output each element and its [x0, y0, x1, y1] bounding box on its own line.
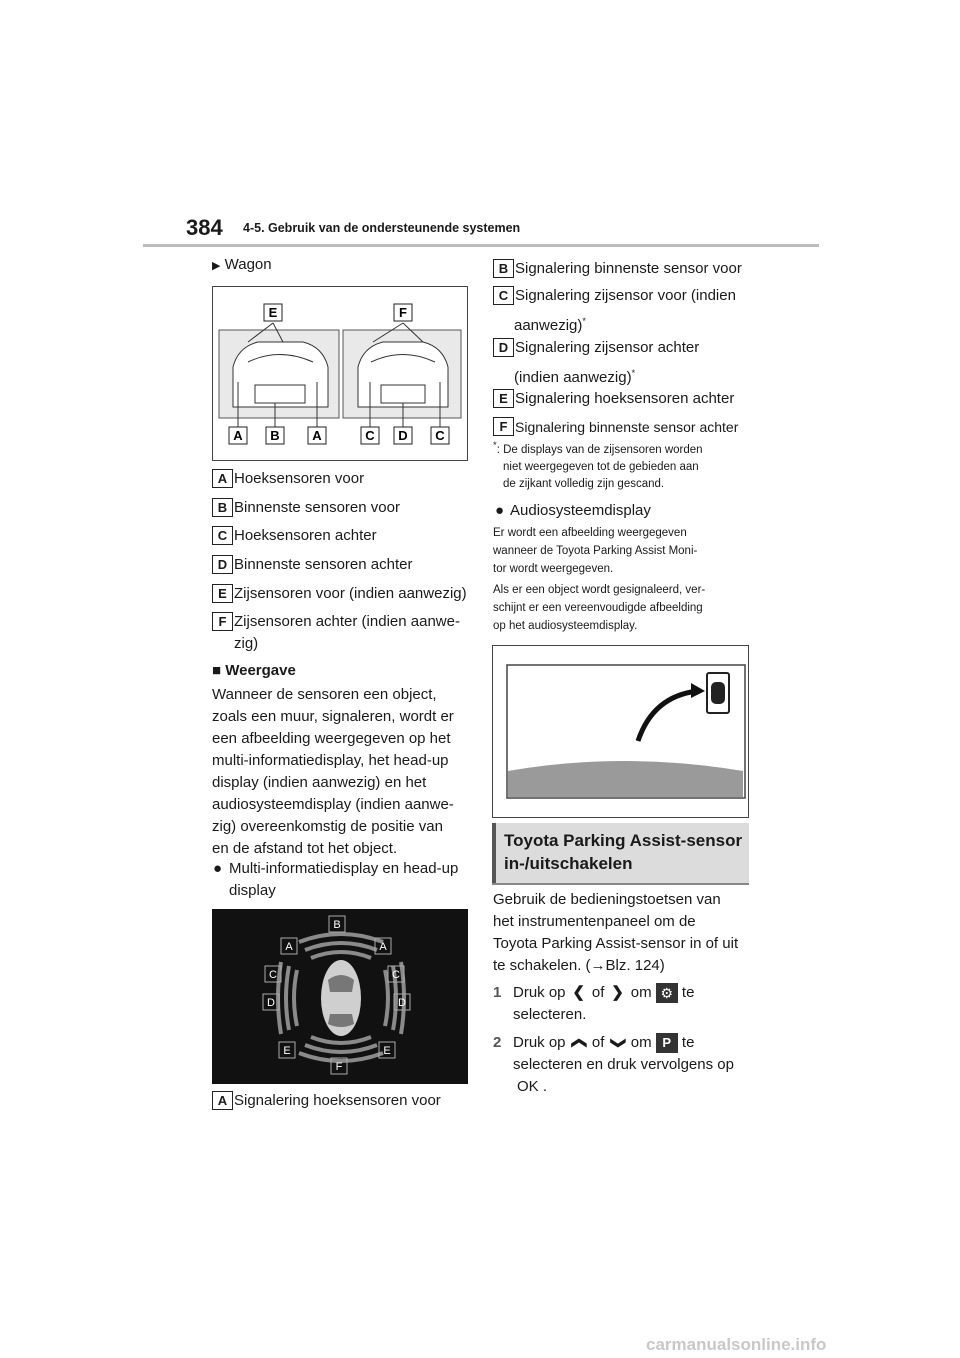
- square-bullet-icon: ■: [212, 662, 222, 679]
- legend2-item-c-cont: aanwezig)*: [514, 316, 586, 334]
- fig-letter-c: C: [365, 428, 375, 443]
- section-title: 4-5. Gebruik van de ondersteunende systemen: [243, 221, 521, 235]
- fig-letter-d: D: [398, 428, 408, 443]
- step-1-number: 1: [493, 984, 502, 1001]
- circle-bullet-icon-2: ●: [495, 502, 505, 519]
- disp-letter-a2: A: [379, 941, 387, 953]
- parking-assist-icon: P: [656, 1033, 678, 1053]
- disp-letter-d: D: [267, 997, 275, 1009]
- circle-bullet-icon: ●: [213, 860, 223, 877]
- legend1-item-f-cont: zig): [234, 635, 259, 652]
- disp-letter-c: C: [269, 969, 277, 981]
- header-rule: [143, 244, 819, 247]
- disp-letter-a: A: [285, 941, 293, 953]
- page-number: 384: [186, 215, 223, 240]
- step-2-number: 2: [493, 1034, 502, 1051]
- step-2-text: Druk op ❮ of ❯ om P te selecteren en druk vervolgens op OK .: [513, 1034, 734, 1095]
- triangle-bullet-icon: ▶: [212, 260, 221, 272]
- multi-display-title: Multi-informatiedisplay en head-up display: [229, 860, 459, 899]
- heading-line-1: Toyota Parking Assist-sensor: [504, 831, 743, 850]
- chevron-right-icon: ❯: [611, 984, 624, 1001]
- disp-letter-e2: E: [383, 1045, 391, 1057]
- step-1-text: Druk op ❮ of ❯ om ⚙ te selecteren.: [513, 984, 695, 1023]
- disp-letter-d2: D: [398, 997, 406, 1009]
- footnote: *: De displays van de zijsensoren worden niet weergegeven tot de gebieden aan de zijkant volledig zijn gescand.: [493, 440, 703, 490]
- audio-body-2: Als er een object wordt gesignaleerd, ver- schijnt er een vereenvoudigde afbeelding op het audiosysteemdisplay.: [493, 584, 706, 632]
- audio-display-diagram: [493, 646, 748, 817]
- audio-title: Audiosysteemdisplay: [510, 502, 651, 519]
- wagon-sensor-figure: [212, 286, 468, 461]
- chevron-up-icon: ❮: [570, 1036, 588, 1050]
- wagon-subtitle: [212, 254, 272, 277]
- heading-line-2: in-/uitschakelen: [504, 854, 633, 873]
- wagon-sensor-diagram: [213, 287, 467, 460]
- gear-icon: ⚙: [656, 983, 678, 1003]
- multi-info-display-diagram: [213, 910, 469, 1085]
- disp-letter-f: F: [335, 1061, 343, 1073]
- multi-info-display-figure: [212, 909, 468, 1084]
- footer-watermark: carmanualsonline.info: [646, 1335, 827, 1354]
- disp-letter-c2: C: [392, 969, 400, 981]
- ok-button-label: OK: [517, 1078, 539, 1095]
- chevron-down-icon: ❯: [609, 1036, 627, 1050]
- toggle-intro: Gebruik de bedieningstoetsen van het instrumentenpaneel om de Toyota Parking Assist-sensor in of uit te schakelen. (→Blz. 124): [493, 891, 739, 974]
- fig-letter-a2: A: [312, 428, 322, 443]
- disp-letter-e: E: [283, 1045, 291, 1057]
- fig-letter-c2: C: [435, 428, 445, 443]
- fig-letter-f: F: [399, 305, 407, 320]
- wagon-title-text: Wagon: [224, 256, 272, 273]
- audio-display-figure: [492, 645, 749, 818]
- fig-letter-a: A: [233, 428, 243, 443]
- weergave-body: Wanneer de sensoren een object, zoals een muur, signaleren, wordt er een afbeelding weergegeven op het multi-informatiedisplay, het head-up display (indien aanwezig) en het audiosysteemdisplay (indien aanwe- zig) overeenkomstig de positie van en de afstand tot het object.: [212, 686, 454, 857]
- fig-letter-e: E: [268, 305, 278, 320]
- toggle-section-heading: [492, 823, 749, 885]
- fig-letter-b: B: [270, 428, 280, 443]
- legend2-item-d-cont: (indien aanwezig)*: [514, 368, 636, 386]
- disp-letter-b: B: [333, 919, 341, 931]
- audio-body-1: Er wordt een afbeelding weergegeven wanneer de Toyota Parking Assist Moni- tor wordt weergegeven.: [493, 527, 698, 575]
- weergave-heading: ■ Weergave: [212, 662, 296, 679]
- chevron-left-icon: ❮: [572, 984, 585, 1001]
